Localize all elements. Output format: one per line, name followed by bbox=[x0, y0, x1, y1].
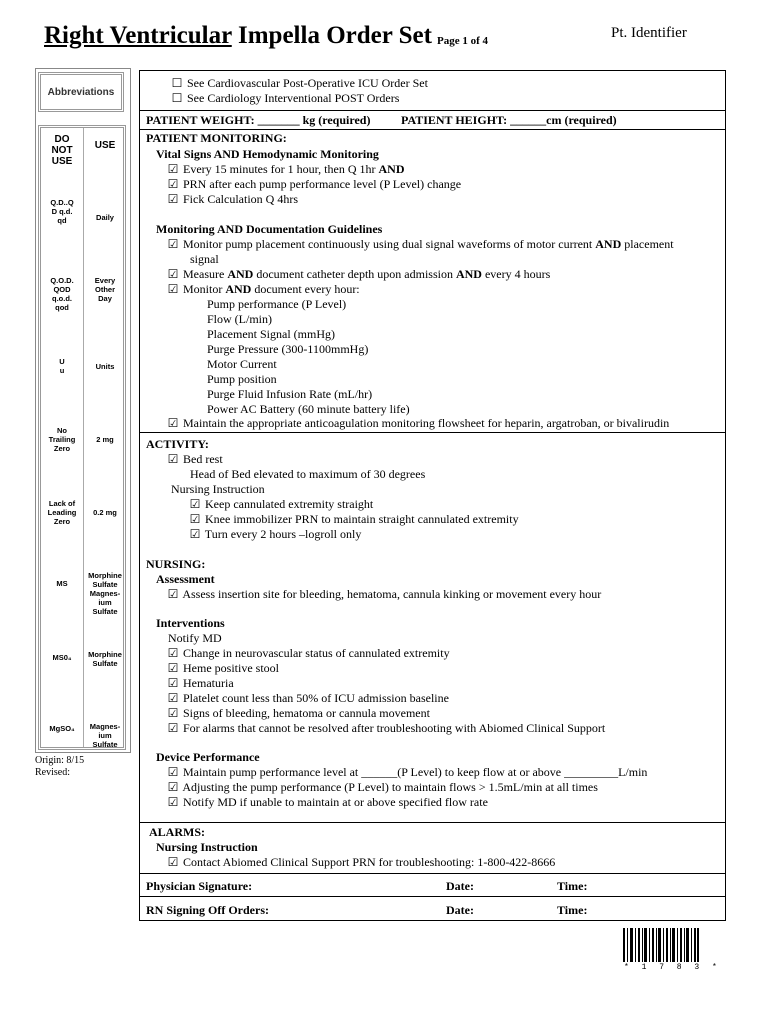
checkbox-icon: ☑ bbox=[167, 676, 179, 690]
order-item[interactable]: ☑ PRN after each pump performance level (P Level) change bbox=[167, 177, 462, 191]
order-item[interactable]: ☑ Notify MD if unable to maintain at or above specified flow rate bbox=[167, 795, 488, 809]
checkbox-icon: ☑ bbox=[167, 691, 179, 705]
order-item[interactable]: ☑ Change in neurovascular status of cannulated extremity bbox=[167, 646, 450, 660]
hourly-parameter: Pump performance (P Level) bbox=[207, 297, 347, 311]
abbr-use: Morphine Sulfate Magnes- ium Sulfate bbox=[88, 571, 122, 616]
hourly-parameter: Purge Pressure (300-1100mmHg) bbox=[207, 342, 369, 356]
order-item[interactable]: ☑ For alarms that cannot be resolved after troubleshooting with Abiomed Clinical Support bbox=[167, 721, 606, 735]
order-item[interactable]: ☑ Contact Abiomed Clinical Support PRN for troubleshooting: 1-800-422-8666 bbox=[167, 855, 556, 869]
order-item[interactable]: ☑ Monitor pump placement continuously using dual signal waveforms of motor current AND placement bbox=[167, 237, 674, 251]
order-item[interactable]: ☑ Platelet count less than 50% of ICU admission baseline bbox=[167, 691, 449, 705]
checkbox-icon: ☑ bbox=[167, 162, 179, 176]
checkbox-icon: ☑ bbox=[167, 661, 179, 675]
nursing-instruction-label: Nursing Instruction bbox=[171, 482, 265, 496]
alarms-title: ALARMS: bbox=[149, 825, 205, 839]
abbr-use: Magnes- ium Sulfate bbox=[89, 722, 121, 749]
abbr-do-not-use: MS bbox=[56, 579, 68, 588]
rn-time-field[interactable]: Time: bbox=[557, 903, 588, 917]
abbr-do-not-use: MS0₄ bbox=[52, 653, 72, 662]
checkbox-icon: ☑ bbox=[189, 527, 201, 541]
checkbox-icon: ☑ bbox=[167, 795, 179, 809]
page-title: Right Ventricular Impella Order Set bbox=[44, 22, 432, 49]
hourly-parameter: Pump position bbox=[207, 372, 277, 386]
hourly-parameter: Motor Current bbox=[207, 357, 277, 371]
barcode-icon bbox=[623, 928, 699, 962]
abbr-do-not-use: No Trailing Zero bbox=[48, 426, 76, 453]
order-item[interactable]: ☑ Signs of bleeding, hematoma or cannula movement bbox=[167, 706, 430, 720]
order-item[interactable]: ☑ Measure AND document catheter depth upon admission AND every 4 hours bbox=[167, 267, 551, 281]
guidelines-title: Monitoring AND Documentation Guidelines bbox=[156, 222, 383, 236]
order-item[interactable]: ☑ Hematuria bbox=[167, 676, 234, 690]
activity-title: ACTIVITY: bbox=[146, 437, 209, 451]
hourly-parameter: Power AC Battery (60 minute battery life) bbox=[207, 402, 410, 416]
checkbox-icon: ☑ bbox=[167, 267, 179, 281]
option-cardiology-post[interactable]: ☐ See Cardiology Interventional POST Orders bbox=[171, 91, 400, 105]
device-performance-title: Device Performance bbox=[156, 750, 260, 764]
abbr-use: 0.2 mg bbox=[93, 508, 117, 517]
form-origin: Origin: 8/15 Revised: bbox=[35, 755, 85, 778]
order-item[interactable]: ☑ Knee immobilizer PRN to maintain straight cannulated extremity bbox=[189, 512, 519, 526]
order-item[interactable]: ☑ Heme positive stool bbox=[167, 661, 279, 675]
abbr-do-not-use: U u bbox=[59, 357, 65, 375]
physician-date-field[interactable]: Date: bbox=[446, 879, 474, 893]
barcode-text: * 1 7 8 3 * bbox=[624, 963, 721, 972]
order-item[interactable]: ☑ Assess insertion site for bleeding, hematoma, cannula kinking or movement every hour bbox=[167, 587, 602, 601]
patient-measurements-section bbox=[139, 110, 726, 130]
checkbox-icon: ☑ bbox=[167, 452, 179, 466]
rn-signature-row bbox=[139, 896, 726, 921]
abbr-use: Morphine Sulfate bbox=[88, 650, 122, 668]
option-cv-postop[interactable]: ☐ See Cardiovascular Post-Operative ICU Order Set bbox=[171, 76, 428, 90]
order-item[interactable]: ☑ Keep cannulated extremity straight bbox=[189, 497, 374, 511]
abbr-header-do-not-use: DO NOT USE bbox=[51, 134, 73, 167]
abbr-do-not-use: Lack of Leading Zero bbox=[47, 499, 77, 526]
hourly-parameter: Purge Fluid Infusion Rate (mL/hr) bbox=[207, 387, 373, 401]
order-item[interactable]: ☑ Adjusting the pump performance (P Level) to maintain flows > 1.5mL/min at all times bbox=[167, 780, 598, 794]
nursing-title: NURSING: bbox=[146, 557, 206, 571]
physician-signature-row bbox=[139, 873, 726, 897]
patient-identifier-label: Pt. Identifier bbox=[611, 25, 687, 41]
checkbox-icon: ☑ bbox=[189, 512, 201, 526]
checkbox-icon[interactable]: ☐ bbox=[171, 91, 183, 105]
abbr-use: Units bbox=[95, 362, 115, 371]
vitals-title: Vital Signs AND Hemodynamic Monitoring bbox=[156, 147, 379, 161]
abbreviations-title: Abbreviations bbox=[38, 72, 124, 112]
order-item[interactable]: ☑ Fick Calculation Q 4hrs bbox=[167, 192, 298, 206]
checkbox-icon: ☑ bbox=[167, 706, 179, 720]
abbr-do-not-use: Q.O.D. QOD q.o.d. qod bbox=[50, 276, 74, 312]
monitoring-title: PATIENT MONITORING: bbox=[146, 131, 287, 145]
checkbox-icon: ☑ bbox=[167, 587, 179, 601]
page-number: Page 1 of 4 bbox=[437, 35, 489, 47]
hourly-parameter: Flow (L/min) bbox=[207, 312, 272, 326]
abbr-header-use: USE bbox=[94, 140, 116, 151]
order-item[interactable]: ☑ Monitor AND document every hour: bbox=[167, 282, 360, 296]
checkbox-icon: ☑ bbox=[167, 855, 179, 869]
patient-weight-field[interactable]: PATIENT WEIGHT: _______ kg (required) bbox=[146, 113, 371, 127]
checkbox-icon: ☑ bbox=[189, 497, 201, 511]
alarms-subtitle: Nursing Instruction bbox=[156, 840, 258, 854]
checkbox-icon: ☑ bbox=[167, 416, 179, 430]
patient-monitoring-section bbox=[139, 129, 726, 433]
abbr-do-not-use: Q.D..Q D q.d. qd bbox=[50, 198, 74, 225]
physician-signature-field[interactable]: Physician Signature: bbox=[146, 879, 253, 893]
order-item-continued: signal bbox=[190, 252, 219, 266]
order-item[interactable]: ☑ Turn every 2 hours –logroll only bbox=[189, 527, 362, 541]
checkbox-icon: ☑ bbox=[167, 177, 179, 191]
checkbox-icon: ☑ bbox=[167, 282, 179, 296]
interventions-title: Interventions bbox=[156, 616, 225, 630]
activity-nursing-section bbox=[139, 432, 726, 823]
order-item[interactable]: ☑ Maintain pump performance level at ______(P Level) to keep flow at or above _________L/min bbox=[167, 765, 648, 779]
physician-time-field[interactable]: Time: bbox=[557, 879, 588, 893]
checkbox-icon[interactable]: ☐ bbox=[171, 76, 183, 90]
rn-signature-field[interactable]: RN Signing Off Orders: bbox=[146, 903, 269, 917]
alarms-section bbox=[139, 822, 726, 874]
abbr-use: Daily bbox=[96, 213, 114, 222]
order-item[interactable]: ☑ Bed rest bbox=[167, 452, 223, 466]
abbr-do-not-use: MgSO₄ bbox=[49, 724, 75, 733]
order-item[interactable]: ☑ Every 15 minutes for 1 hour, then Q 1hr AND bbox=[167, 162, 405, 176]
checkbox-icon: ☑ bbox=[167, 192, 179, 206]
patient-height-field[interactable]: PATIENT HEIGHT: ______cm (required) bbox=[401, 113, 617, 127]
referral-options-section bbox=[139, 70, 726, 111]
hourly-parameter: Placement Signal (mmHg) bbox=[207, 327, 335, 341]
checkbox-icon: ☑ bbox=[167, 780, 179, 794]
checkbox-icon: ☑ bbox=[167, 721, 179, 735]
notify-md-label: Notify MD bbox=[168, 631, 222, 645]
checkbox-icon: ☑ bbox=[167, 765, 179, 779]
assessment-title: Assessment bbox=[156, 572, 215, 586]
checkbox-icon: ☑ bbox=[167, 646, 179, 660]
abbreviations-table bbox=[38, 125, 126, 750]
order-item[interactable]: ☑ Maintain the appropriate anticoagulation monitoring flowsheet for heparin, argatroban, or bivalirudin bbox=[167, 416, 670, 430]
activity-detail: Head of Bed elevated to maximum of 30 degrees bbox=[190, 467, 426, 481]
rn-date-field[interactable]: Date: bbox=[446, 903, 474, 917]
abbr-use: 2 mg bbox=[96, 435, 114, 444]
abbr-use: Every Other Day bbox=[94, 276, 116, 303]
checkbox-icon: ☑ bbox=[167, 237, 179, 251]
